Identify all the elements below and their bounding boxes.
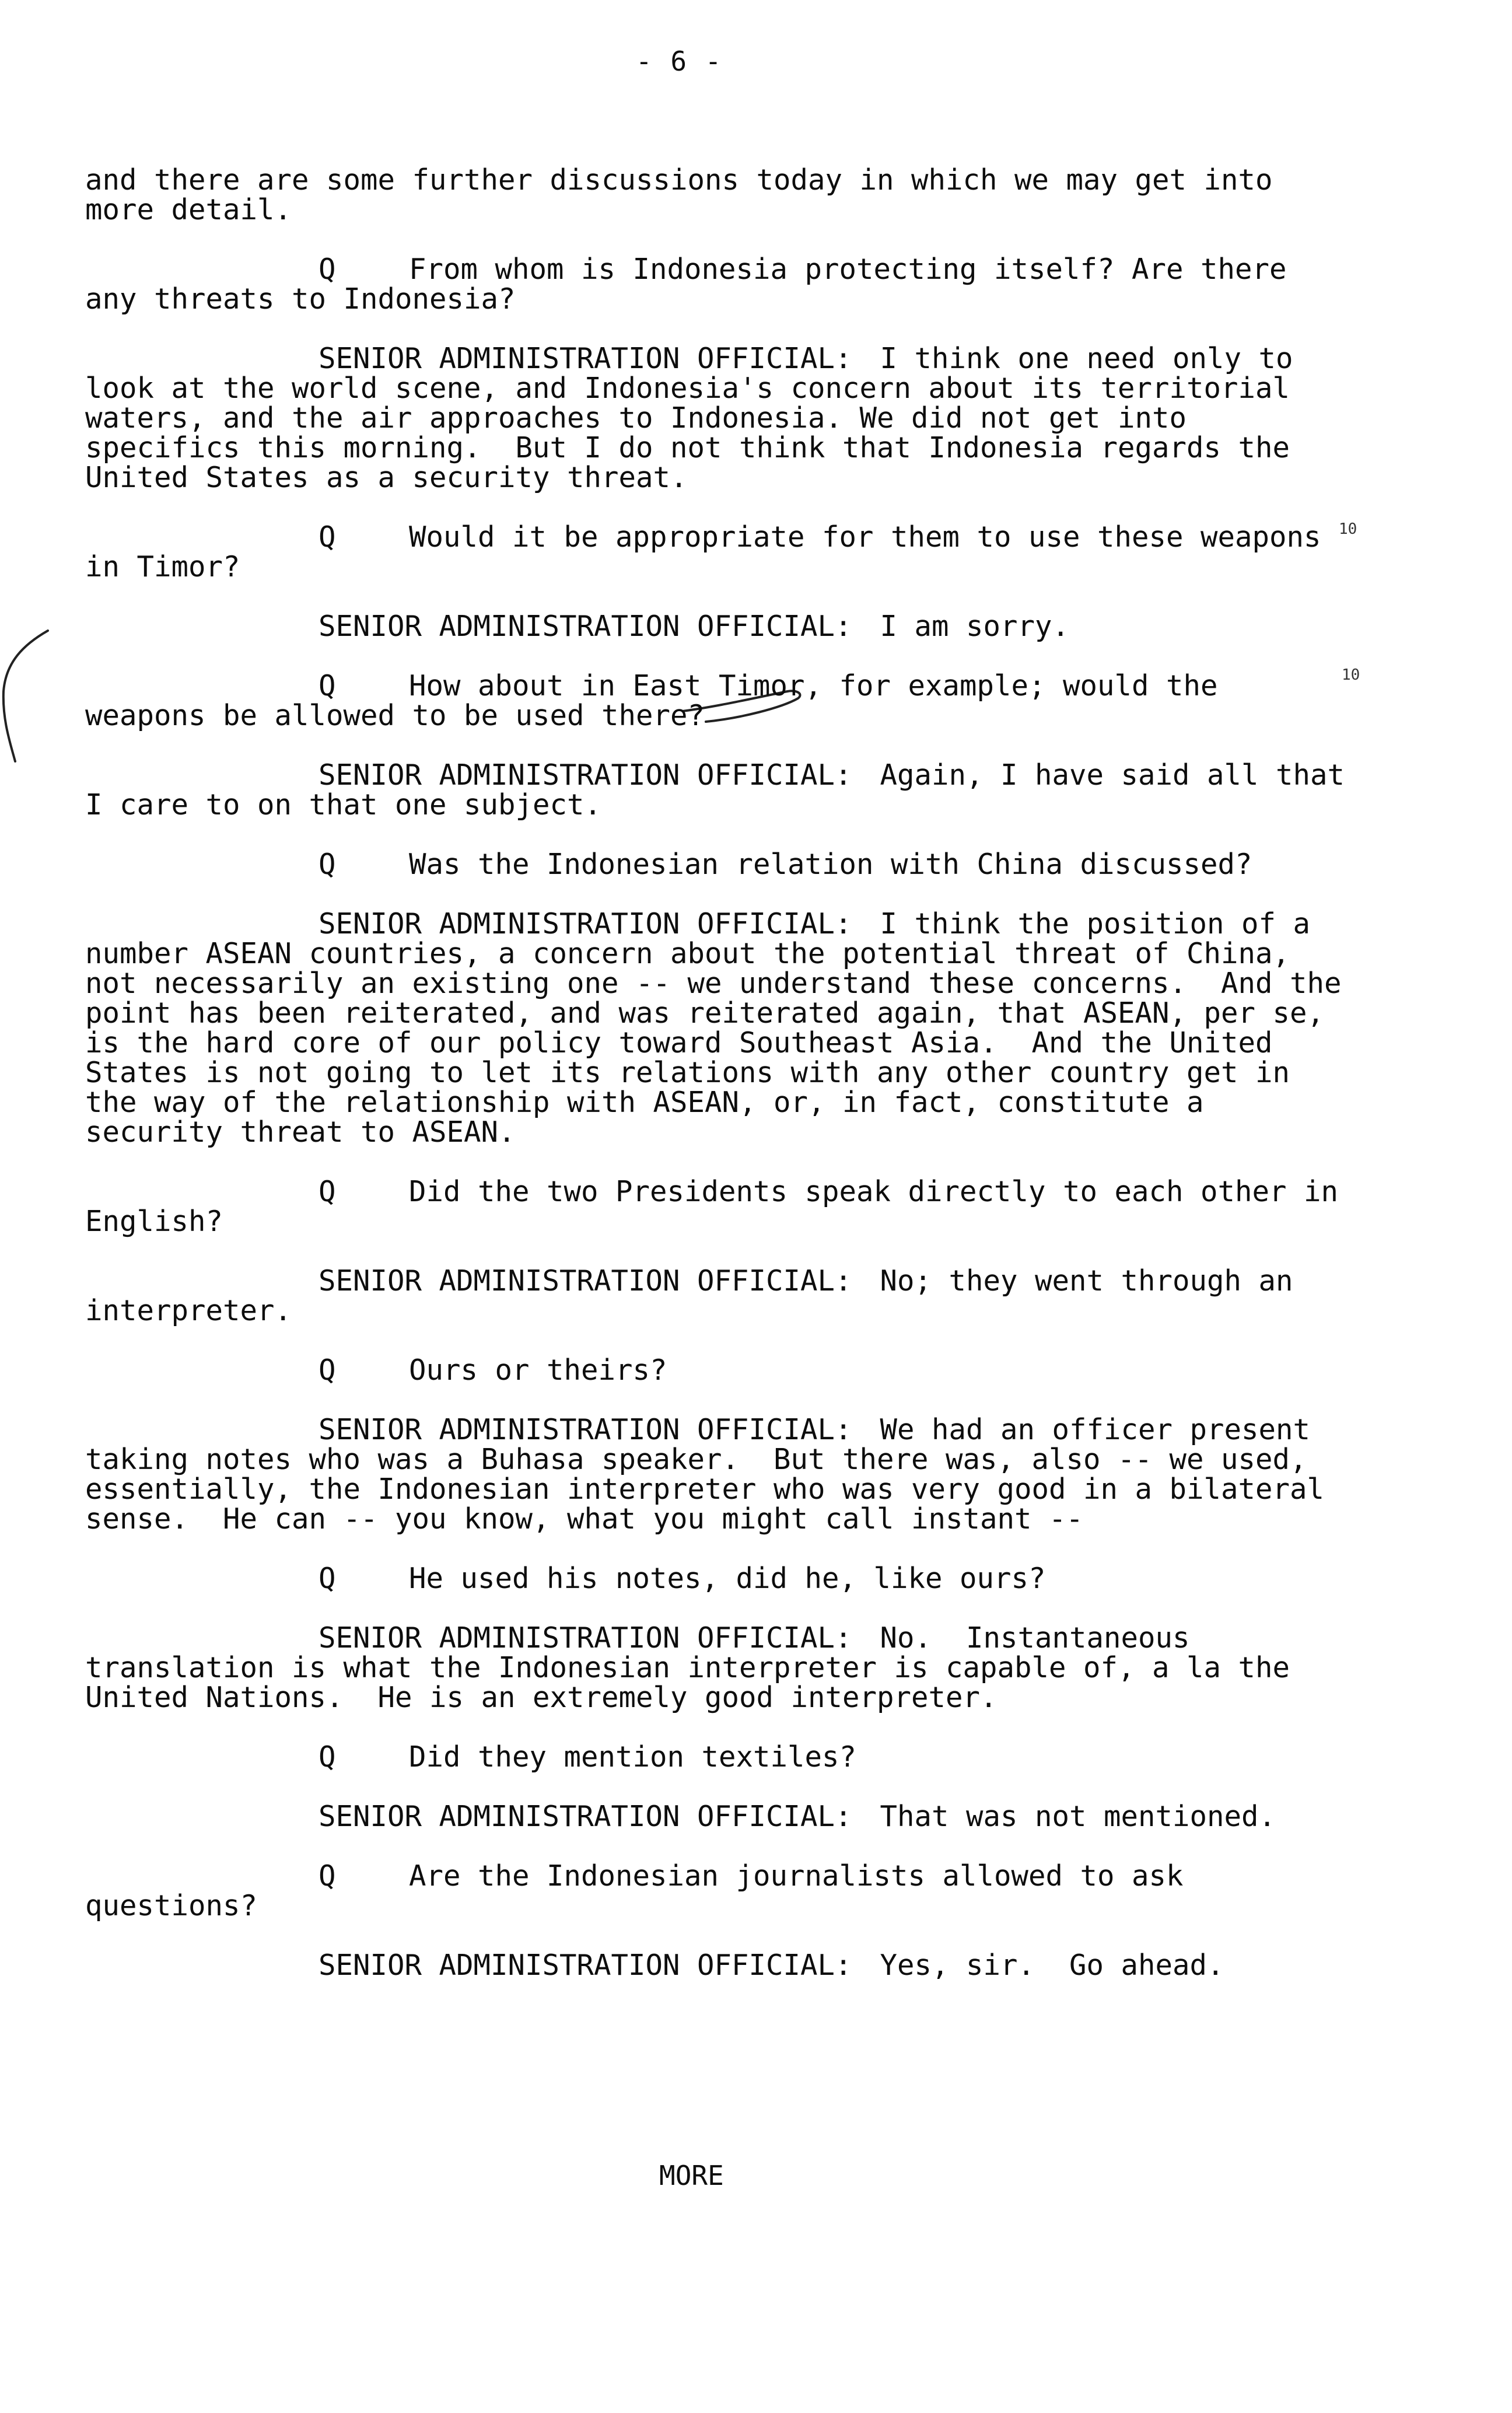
answer-text: No; they went through an interpreter. [85, 1264, 1311, 1327]
paragraph-text: and there are some further discussions today in which we may get into more detail. [85, 163, 1290, 226]
question-paragraph [85, 1175, 1356, 1238]
question-marker: Q [318, 253, 336, 286]
speaker-label: SENIOR ADMINISTRATION OFFICIAL: [318, 610, 852, 643]
question-paragraph [85, 1564, 1345, 1593]
question-marker: Q [318, 520, 336, 554]
page-number: - 6 - [636, 46, 723, 77]
question-marker: Q [318, 669, 336, 702]
answer-paragraph [85, 344, 1345, 492]
answer-text: No. Instantaneous translation is what the Indonesian interpreter is capable of, a la the United Nations. He is an extremely good interpreter. [85, 1621, 1307, 1714]
answer-paragraph [85, 1415, 1345, 1534]
question-text: Are the Indonesian journalists allowed to ask questions? [85, 1859, 1201, 1922]
answer-text: Yes, sir. Go ahead. [880, 1949, 1224, 1982]
question-paragraph [85, 1355, 1345, 1385]
question-text: Did they mention textiles? [409, 1740, 857, 1774]
question-text: He used his notes, did he, like ours? [409, 1562, 1046, 1595]
answer-text: We had an officer present taking notes who was a Buhasa speaker. But there was, also -- we used, essentially, the Indonesian interpreter who was very good in a bilateral sense. He can -- you know, what you might call instant -- [85, 1413, 1342, 1536]
answer-paragraph [85, 907, 1359, 1149]
answer-text: Again, I have said all that I care to on that one subject. [85, 758, 1362, 821]
answer-paragraph [85, 1623, 1345, 1712]
question-marker: Q [318, 1562, 336, 1595]
margin-note-1: 10 [1339, 520, 1357, 538]
question-text: Ours or theirs? [409, 1354, 667, 1387]
speaker-label: SENIOR ADMINISTRATION OFFICIAL: [318, 758, 852, 792]
speaker-label: SENIOR ADMINISTRATION OFFICIAL: [318, 907, 852, 940]
answer-paragraph [85, 1950, 1345, 1980]
answer-paragraph [85, 1802, 1345, 1831]
margin-bracket-mark [0, 627, 52, 767]
speaker-label: SENIOR ADMINISTRATION OFFICIAL: [318, 1949, 852, 1982]
question-paragraph [85, 522, 1345, 582]
speaker-label: SENIOR ADMINISTRATION OFFICIAL: [318, 1264, 852, 1298]
answer-text: I think the position of a number ASEAN countries, a concern about the potential threat of China, not necessarily an existing one -- we understand these concerns. And the point has been reiterated, and was reiterated again, that ASEAN, per se, is the hard core of our policy toward Southeast Asia. And the United States is not going to let its relations with any other country get in the way of the relationship with ASEAN, or, in fact, constitute a security threat to ASEAN. [85, 907, 1359, 1149]
question-text: How about in East Timor, for example; would the weapons be allowed to be used there? [85, 669, 1236, 732]
question-paragraph [85, 254, 1345, 314]
answer-text: I think one need only to look at the world scene, and Indonesia's concern about its territorial waters, and the air approaches to Indonesia. We did not get into specifics this morning. But I do not think that Indonesia regards the United States as a security threat. [85, 342, 1311, 494]
continuation-paragraph [85, 165, 1345, 225]
question-paragraph [85, 1861, 1345, 1921]
more-footer: MORE [659, 2160, 724, 2191]
speaker-label: SENIOR ADMINISTRATION OFFICIAL: [318, 1413, 852, 1446]
question-marker: Q [318, 848, 336, 881]
question-paragraph [85, 671, 1345, 730]
margin-note-2: 10 [1342, 666, 1360, 684]
speaker-label: SENIOR ADMINISTRATION OFFICIAL: [318, 342, 852, 375]
question-text: Was the Indonesian relation with China discussed? [409, 848, 1252, 881]
question-text: From whom is Indonesia protecting itself? Are there any threats to Indonesia? [85, 253, 1304, 316]
answer-text: That was not mentioned. [880, 1800, 1276, 1833]
question-marker: Q [318, 1354, 336, 1387]
question-paragraph [85, 849, 1345, 879]
speaker-label: SENIOR ADMINISTRATION OFFICIAL: [318, 1621, 852, 1655]
question-marker: Q [318, 1175, 336, 1208]
speaker-label: SENIOR ADMINISTRATION OFFICIAL: [318, 1800, 852, 1833]
question-paragraph [85, 1742, 1345, 1772]
question-marker: Q [318, 1740, 336, 1774]
answer-text: I am sorry. [880, 610, 1070, 643]
answer-paragraph [85, 611, 1345, 641]
answer-paragraph [85, 1266, 1345, 1326]
question-marker: Q [318, 1859, 336, 1893]
question-text: Did the two Presidents speak directly to each other in English? [85, 1175, 1356, 1238]
answer-paragraph [85, 758, 1362, 821]
question-text: Would it be appropriate for them to use these weapons in Timor? [85, 520, 1339, 583]
